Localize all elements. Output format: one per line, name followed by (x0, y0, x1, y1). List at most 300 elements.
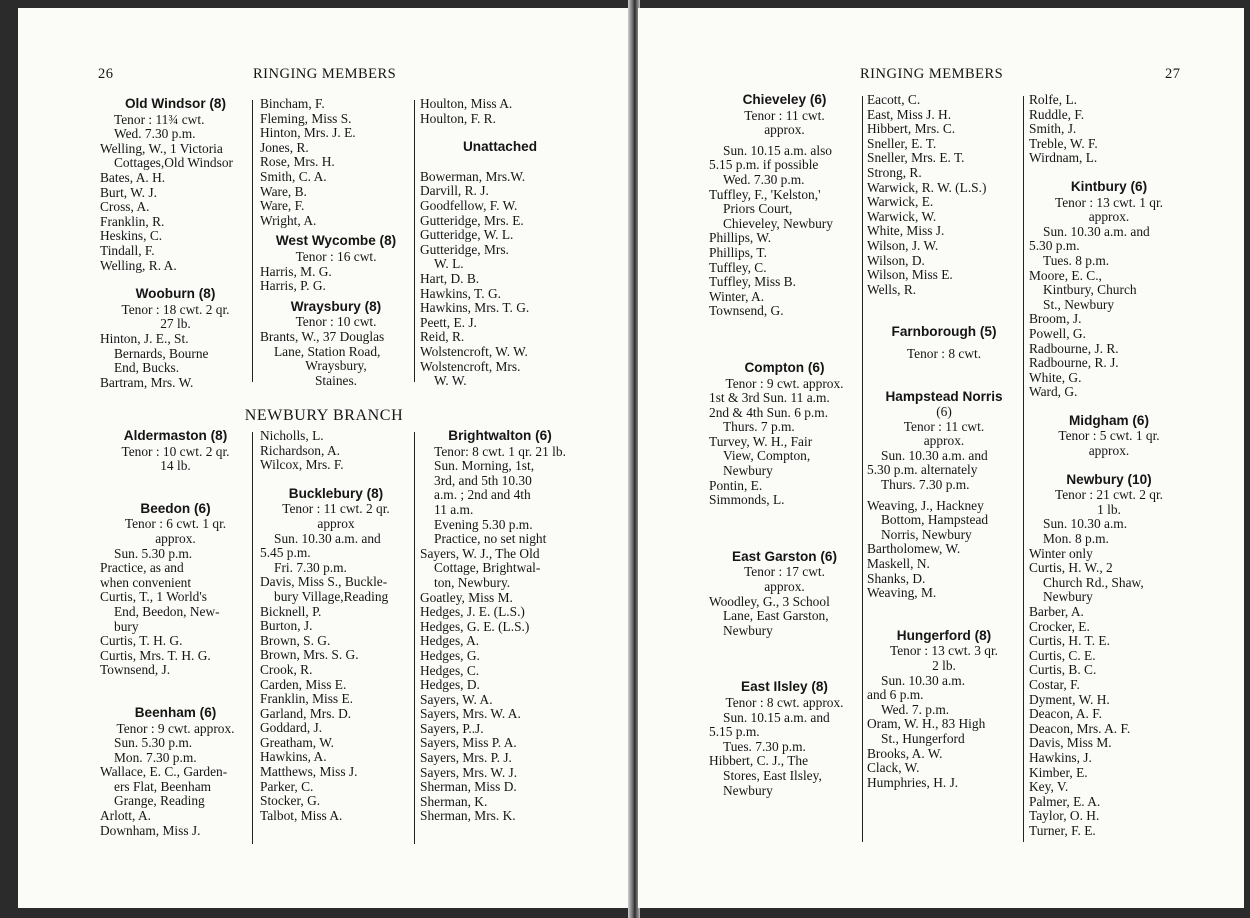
member-entry: Gutteridge, Mrs. (420, 241, 509, 257)
member-entry: 2nd & 4th Sun. 6 p.m. (709, 404, 829, 420)
member-entry: Deacon, A. F. (1029, 706, 1102, 722)
spacer (709, 347, 860, 361)
member-entry: Deacon, Mrs. A. F. (1029, 720, 1131, 736)
member-entry: 3rd, and 5th 10.30 (434, 472, 532, 488)
member-entry: Sun. 10.15 a.m. and (723, 709, 830, 725)
member-entry: Wallace, E. C., Garden- (100, 764, 228, 780)
member-entry: Stocker, G. (260, 793, 321, 809)
member-entry: Curtis, H. W., 2 (1029, 560, 1113, 576)
member-entry: Arlott, A. (100, 808, 151, 824)
member-entry: Townsend, J. (100, 662, 171, 678)
member-entry: Townsend, G. (709, 303, 784, 319)
member-entry: Wolstencroft, Mrs. (420, 358, 521, 374)
tenor-info: Tenor : 13 cwt. 3 qr. (889, 643, 999, 659)
tenor-info: Tenor : 18 cwt. 2 qr. (121, 301, 230, 317)
member-entry: Wilcox, Mrs. F. (260, 457, 344, 473)
spacer (709, 652, 860, 666)
right-page-number: 27 (1165, 66, 1181, 82)
member-entry: Hedges, A. (420, 633, 480, 649)
member-entry: Bernards, Bourne (114, 345, 209, 361)
left-bottom-column-1 (100, 429, 251, 838)
member-entry: Hawkins, A. (260, 749, 327, 765)
branch-heading: NEWBURY BRANCH (244, 407, 404, 424)
column-rule (1023, 96, 1024, 842)
tenor-info: Tenor : 8 cwt. approx. (725, 695, 844, 710)
member-entry: Curtis, H. T. E. (1029, 633, 1110, 649)
spacer (867, 362, 1021, 376)
right-page (638, 8, 1244, 908)
member-entry: Sayers, P..J. (420, 720, 484, 736)
member-entry: Richardson, A. (260, 442, 340, 458)
member-entry: Staines. (314, 372, 358, 388)
spacer (709, 319, 860, 333)
spacer (867, 376, 1021, 390)
spacer (709, 638, 860, 652)
member-entry: Davis, Miss M. (1029, 735, 1112, 751)
member-entry: Carden, Miss E. (260, 676, 347, 692)
member-entry: Garland, Mrs. D. (260, 705, 352, 721)
spacer (1029, 166, 1189, 180)
member-entry: Bartholomew, W. (867, 541, 961, 557)
spacer (867, 297, 1021, 311)
member-entry: Ward, G. (1029, 384, 1078, 400)
member-entry: approx. (1088, 209, 1130, 225)
spacer (100, 488, 251, 502)
member-entry: Costar, F. (1029, 676, 1080, 692)
member-entry: Dyment, W. H. (1029, 691, 1110, 707)
member-entry: W. L. (434, 256, 464, 272)
member-entry: Sun. 5.30 p.m. (114, 735, 193, 751)
tenor-info: Tenor : 9 cwt. approx. (725, 375, 844, 391)
member-entry: Tues. 8 p.m. (1043, 252, 1110, 268)
member-entry: Wells, R. (867, 281, 917, 297)
left-bottom-column-3 (420, 429, 580, 824)
member-entry: Newbury (723, 463, 773, 479)
member-entry: Sun. 10.30 a.m. (1043, 516, 1128, 532)
member-entry: Brown, S. G. (260, 632, 331, 648)
member-entry: White, Miss J. (867, 223, 945, 239)
member-entry: Oram, W. H., 83 High (867, 716, 986, 732)
right-running-head: RINGING MEMBERS (860, 66, 1004, 82)
tenor-info: Tenor : 11 cwt. (744, 107, 825, 123)
member-entry: Hawkins, Mrs. T. G. (420, 300, 530, 316)
left-top-column-3 (420, 97, 580, 389)
spacer (420, 156, 580, 170)
member-entry: Sherman, Mrs. K. (420, 808, 516, 824)
spacer (709, 333, 860, 347)
tenor-info: Tenor : 11 cwt. 2 qr. (282, 501, 390, 517)
member-entry: a.m. ; 2nd and 4th (434, 487, 531, 503)
member-entry: Tues. 7.30 p.m. (723, 738, 806, 754)
member-entry: Palmer, E. A. (1029, 793, 1101, 809)
member-entry: Sun. Morning, 1st, (434, 458, 535, 474)
member-entry: Rose, Mrs. H. (260, 154, 335, 170)
member-entry: Sayers, Mrs. W. J. (420, 764, 518, 780)
member-entry: St., Hungerford (881, 730, 965, 746)
member-entry: 5.15 p.m. (709, 724, 760, 740)
member-entry: Hedges, J. E. (L.S.) (420, 604, 525, 620)
member-entry: Clack, W. (867, 760, 920, 776)
tenor-info: Tenor : 13 cwt. 1 qr. (1054, 194, 1164, 210)
tower-heading: East Ilsley (8) (741, 679, 828, 695)
member-entry: Turvey, W. H., Fair (709, 433, 813, 449)
member-entry: 2 lb. (932, 658, 956, 673)
member-entry: Sun. 10.30 a.m. and (274, 530, 381, 546)
member-entry: Grange, Reading (114, 793, 205, 809)
member-entry: Bicknell, P. (260, 603, 322, 619)
tower-heading: Brightwalton (6) (448, 428, 552, 443)
member-entry: Broom, J. (1029, 311, 1082, 327)
member-entry: East, Miss J. H. (867, 106, 952, 122)
member-entry: Sayers, Mrs. P. J. (420, 750, 512, 766)
spacer (100, 474, 251, 488)
member-entry: Tuffley, C. (709, 259, 767, 275)
member-entry: Weaving, J., Hackney (867, 497, 984, 513)
member-entry: Cottage, Brightwal- (434, 560, 541, 576)
member-entry: Church Rd., Shaw, (1043, 574, 1144, 590)
member-entry: Moore, E. C., (1029, 267, 1102, 283)
member-entry: Powell, G. (1029, 325, 1086, 341)
member-entry: Talbot, Miss A. (260, 807, 343, 823)
tower-heading: Kintbury (6) (1070, 178, 1148, 194)
member-entry: Practice, as and (100, 560, 184, 576)
spacer (709, 522, 860, 536)
member-entry: Franklin, R. (100, 213, 165, 229)
member-entry: Jones, R. (260, 139, 309, 155)
member-entry: Wolstencroft, W. W. (420, 343, 528, 359)
member-entry: Wirdnam, L. (1029, 150, 1098, 166)
member-entry: Goatley, Miss M. (420, 589, 513, 605)
member-entry: Sayers, Miss P. A. (420, 735, 517, 751)
tower-heading: Beedon (6) (140, 500, 211, 516)
spacer (867, 601, 1021, 615)
member-entry: Newbury (723, 782, 773, 798)
member-entry: Goddard, J. (260, 720, 323, 736)
member-entry: Houlton, F. R. (420, 110, 496, 126)
member-entry: Tuffley, Miss B. (709, 274, 796, 290)
member-entry: Bates, A. H. (100, 169, 166, 185)
member-entry: Weaving, M. (867, 585, 937, 601)
member-entry: Crocker, E. (1029, 618, 1090, 634)
member-entry: Rolfe, L. (1029, 92, 1077, 107)
member-entry: Sherman, K. (420, 793, 488, 809)
member-entry: Gutteridge, W. L. (420, 227, 514, 243)
member-entry: Thurs. 7.30 p.m. (881, 477, 970, 493)
member-entry: Humphries, H. J. (867, 774, 959, 790)
member-entry: Eacott, C. (867, 92, 921, 107)
tower-heading: Newbury (10) (1066, 471, 1152, 487)
left-top-column-2 (260, 97, 412, 388)
tower-heading: Wraysbury (8) (290, 298, 382, 314)
member-entry: Matthews, Miss J. (260, 764, 358, 780)
spacer (100, 678, 251, 692)
tenor-info: Tenor : 21 cwt. 2 qr. (1054, 487, 1164, 503)
member-entry: 1 lb. (1097, 501, 1121, 517)
tower-heading: Hungerford (8) (896, 627, 992, 643)
member-entry: 5.45 p.m. (260, 545, 311, 561)
member-entry: Sherman, Miss D. (420, 779, 517, 795)
member-entry: Mon. 8 p.m. (1043, 531, 1109, 547)
member-entry: Wraysbury, (305, 358, 367, 374)
tower-heading: Farnborough (5) (891, 324, 997, 340)
member-entry: Sneller, Mrs. E. T. (867, 150, 965, 166)
spacer (709, 536, 860, 550)
right-column-3 (1029, 93, 1189, 839)
tower-heading: Midgham (6) (1068, 412, 1150, 428)
member-entry: Bowerman, Mrs.W. (420, 168, 526, 184)
spacer (1029, 459, 1189, 473)
member-entry: Sneller, E. T. (867, 135, 937, 151)
member-entry: 27 lb. (160, 316, 191, 332)
member-entry: W. W. (434, 373, 467, 389)
member-entry: Franklin, Miss E. (260, 691, 353, 707)
member-entry: Newbury (723, 622, 773, 638)
member-entry: approx. (923, 433, 965, 449)
member-entry: Gutteridge, Mrs. E. (420, 212, 524, 228)
left-page-number: 26 (98, 66, 114, 82)
member-entry: Phillips, W. (709, 230, 772, 246)
tower-heading: Bucklebury (8) (288, 485, 384, 501)
member-entry: Ware, F. (260, 198, 305, 214)
member-entry: Sun. 10.30 a.m. and (1043, 223, 1150, 239)
tower-heading: Wooburn (8) (135, 286, 216, 302)
member-entry: Ruddle, F. (1029, 106, 1085, 122)
member-entry: Heskins, C. (100, 228, 163, 244)
member-entry: Curtis, T. H. G. (100, 633, 183, 649)
member-entry: Cross, A. (100, 199, 150, 215)
member-entry: End, Beedon, New- (114, 603, 220, 619)
member-entry: Lane, East Garston, (723, 608, 829, 624)
member-entry: ers Flat, Beenham (114, 778, 212, 794)
member-entry: Turner, F. E. (1029, 822, 1096, 838)
spacer (867, 311, 1021, 325)
member-entry: End, Bucks. (114, 360, 180, 376)
member-entry: Hedges, G. E. (L.S.) (420, 618, 530, 634)
spacer (709, 508, 860, 522)
member-entry: Simmonds, L. (709, 492, 785, 508)
spacer (1029, 400, 1189, 414)
member-entry: Hawkins, J. (1029, 749, 1092, 765)
member-entry: Curtis, Mrs. T. H. G. (100, 647, 211, 663)
member-entry: Hedges, C. (420, 662, 480, 678)
member-entry: Peett, E. J. (420, 314, 477, 330)
member-entry: Phillips, T. (709, 244, 767, 260)
member-entry: approx. (764, 122, 805, 138)
member-entry: Curtis, T., 1 World's (100, 589, 207, 605)
member-entry: Hedges, G. (420, 647, 480, 663)
member-entry: Hinton, Mrs. J. E. (260, 125, 356, 141)
member-entry: (6) (936, 404, 952, 420)
member-entry: approx (317, 515, 355, 531)
member-entry: Chieveley, Newbury (723, 215, 833, 231)
tower-heading: West Wycombe (8) (275, 233, 397, 249)
member-entry: Tuffley, F., 'Kelston,' (709, 186, 821, 202)
member-entry: Brown, Mrs. S. G. (260, 647, 359, 663)
member-entry: Priors Court, (723, 201, 793, 217)
member-entry: Brooks, A. W. (867, 745, 943, 761)
member-entry: Lane, Station Road, (274, 343, 381, 359)
tenor-info: Tenor : 10 cwt. 2 qr. (121, 443, 230, 459)
spacer (100, 692, 251, 706)
member-entry: Fri. 7.30 p.m. (274, 559, 347, 575)
member-entry: Barber, A. (1029, 604, 1084, 619)
member-entry: Harris, M. G. (260, 263, 332, 279)
member-entry: 14 lb. (160, 458, 191, 474)
member-entry: Burton, J. (260, 618, 313, 634)
member-entry: Winter only (1029, 545, 1093, 561)
member-entry: Sun. 10.30 a.m. (881, 672, 966, 688)
member-entry: Practice, no set night (434, 531, 547, 547)
member-entry: Welling, R. A. (100, 257, 177, 273)
member-entry: Fleming, Miss S. (260, 110, 352, 126)
member-entry: Sayers, Mrs. W. A. (420, 706, 521, 722)
member-entry: Smith, C. A. (260, 168, 327, 184)
member-entry: Wed. 7.30 p.m. (723, 171, 805, 187)
member-entry: Norris, Newbury (881, 526, 972, 542)
spacer (709, 666, 860, 680)
member-entry: Crook, R. (260, 661, 313, 677)
member-entry: Cottages,Old Windsor (114, 155, 233, 171)
spacer (260, 473, 412, 487)
member-entry: Sun. 10.15 a.m. also (723, 142, 832, 158)
member-entry: 5.15 p.m. if possible (709, 157, 819, 173)
member-entry: Sun. 10.30 a.m. and (881, 447, 988, 463)
member-entry: Wed. 7. p.m. (881, 701, 950, 717)
tenor-info: Tenor : 16 cwt. (295, 248, 377, 264)
member-entry: Key, V. (1029, 779, 1069, 795)
right-column-1 (709, 93, 860, 798)
member-entry: Harris, P. G. (260, 278, 326, 294)
member-entry: 5.30 p.m. (1029, 238, 1080, 254)
tenor-info: Tenor : 5 cwt. 1 qr. (1058, 428, 1160, 444)
member-entry: Treble, W. F. (1029, 135, 1098, 151)
member-entry: Hawkins, T. G. (420, 285, 501, 301)
left-top-column-1 (100, 97, 251, 390)
right-column-2 (867, 93, 1021, 790)
member-entry: Darvill, R. J. (420, 183, 489, 199)
member-entry: Strong, R. (867, 164, 922, 180)
member-entry: bury Village,Reading (274, 588, 389, 604)
member-entry: Taylor, O. H. (1029, 808, 1100, 824)
tower-heading: Compton (6) (744, 359, 825, 375)
tenor-info: Tenor : 11¾ cwt. (114, 111, 205, 127)
member-entry: approx. (155, 530, 196, 546)
member-entry: Bartram, Mrs. W. (100, 374, 194, 390)
member-entry: Sayers, W. A. (420, 691, 493, 707)
member-entry: Davis, Miss S., Buckle- (260, 574, 388, 590)
member-entry: Shanks, D. (867, 570, 926, 586)
spacer (867, 615, 1021, 629)
member-entry: Pontin, E. (709, 477, 763, 493)
spacer (100, 273, 251, 287)
member-entry: Radbourne, J. R. (1029, 340, 1119, 356)
member-entry: Sayers, W. J., The Old (420, 545, 540, 561)
member-entry: 1st & 3rd Sun. 11 a.m. (709, 390, 830, 406)
member-entry: Nicholls, L. (260, 428, 324, 443)
tower-heading: Hampstead Norris (885, 388, 1003, 404)
member-entry: Thurs. 7 p.m. (723, 419, 795, 435)
member-entry: Parker, C. (260, 778, 314, 794)
column-rule (414, 100, 415, 382)
member-entry: Hart, D. B. (420, 270, 480, 286)
member-entry: Wilson, Miss E. (867, 267, 953, 283)
member-entry: Reid, R. (420, 329, 465, 345)
member-entry: Brants, W., 37 Douglas (260, 328, 385, 344)
member-entry: Downham, Miss J. (100, 822, 201, 838)
member-entry: White, G. (1029, 369, 1082, 385)
member-entry: Ware, B. (260, 183, 307, 199)
member-entry: and 6 p.m. (867, 687, 924, 703)
left-bottom-column-2 (260, 429, 412, 823)
member-entry: Stores, East Ilsley, (723, 767, 822, 783)
member-entry: Burt, W. J. (100, 184, 157, 200)
member-entry: Goodfellow, F. W. (420, 197, 518, 213)
member-entry: Wilson, D. (867, 252, 925, 268)
member-entry: Evening 5.30 p.m. (434, 516, 533, 532)
member-entry: Hibbert, C. J., The (709, 753, 809, 769)
tower-heading: Beenham (6) (134, 704, 217, 720)
member-entry: Smith, J. (1029, 121, 1077, 137)
member-entry: ton, Newbury. (434, 574, 511, 590)
member-entry: Hinton, J. E., St. (100, 330, 189, 346)
member-entry: bury (114, 618, 139, 634)
member-entry: Curtis, C. E. (1029, 647, 1096, 663)
tower-heading: Old Windsor (8) (124, 96, 227, 111)
member-entry: Sun. 5.30 p.m. (114, 545, 193, 561)
member-entry: Warwick, E. (867, 194, 934, 210)
member-entry: Winter, A. (709, 288, 765, 304)
column-rule (862, 96, 863, 842)
member-entry: approx. (1088, 443, 1130, 459)
member-entry: Warwick, W. (867, 208, 937, 224)
member-entry: Hibbert, Mrs. C. (867, 121, 956, 137)
member-entry: Bincham, F. (260, 96, 325, 111)
member-entry: Greatham, W. (260, 734, 335, 750)
column-rule (252, 432, 253, 844)
member-entry: Mon. 7.30 p.m. (114, 749, 197, 765)
column-rule (414, 432, 415, 844)
member-entry: Maskell, N. (867, 556, 930, 572)
member-entry: Bottom, Hampstead (881, 512, 989, 528)
tower-heading: East Garston (6) (732, 548, 837, 564)
tower-heading: Aldermaston (8) (123, 428, 228, 443)
member-entry: Welling, W., 1 Victoria (100, 140, 223, 156)
tenor-info: Tenor : 8 cwt. (906, 345, 982, 361)
left-running-head: RINGING MEMBERS (253, 66, 397, 82)
member-entry: Newbury (1043, 589, 1093, 605)
spacer (420, 126, 580, 140)
tower-heading: Chieveley (6) (742, 92, 827, 107)
member-entry: Radbourne, R. J. (1029, 355, 1119, 371)
member-entry: Wed. 7.30 p.m. (114, 126, 196, 142)
tenor-info: Tenor : 17 cwt. (744, 564, 825, 580)
member-entry: approx. (764, 579, 805, 595)
tenor-info: Tenor : 6 cwt. 1 qr. (124, 516, 227, 532)
tower-heading: Unattached (462, 139, 538, 155)
member-entry: St., Newbury (1043, 296, 1115, 312)
left-page (18, 8, 630, 908)
member-entry: Hedges, D. (420, 677, 480, 693)
member-entry: when convenient (100, 574, 192, 590)
member-entry: Kintbury, Church (1043, 282, 1137, 298)
member-entry: Kimber, E. (1029, 764, 1088, 780)
tenor-info: Tenor : 10 cwt. (295, 314, 377, 330)
member-entry: Warwick, R. W. (L.S.) (867, 179, 987, 195)
member-entry: Wilson, J. W. (867, 237, 939, 253)
tenor-info: Tenor: 8 cwt. 1 qr. 21 lb. (434, 443, 566, 459)
tenor-info: Tenor : 9 cwt. approx. (116, 720, 235, 736)
member-entry: 5.30 p.m. alternately (867, 462, 978, 478)
